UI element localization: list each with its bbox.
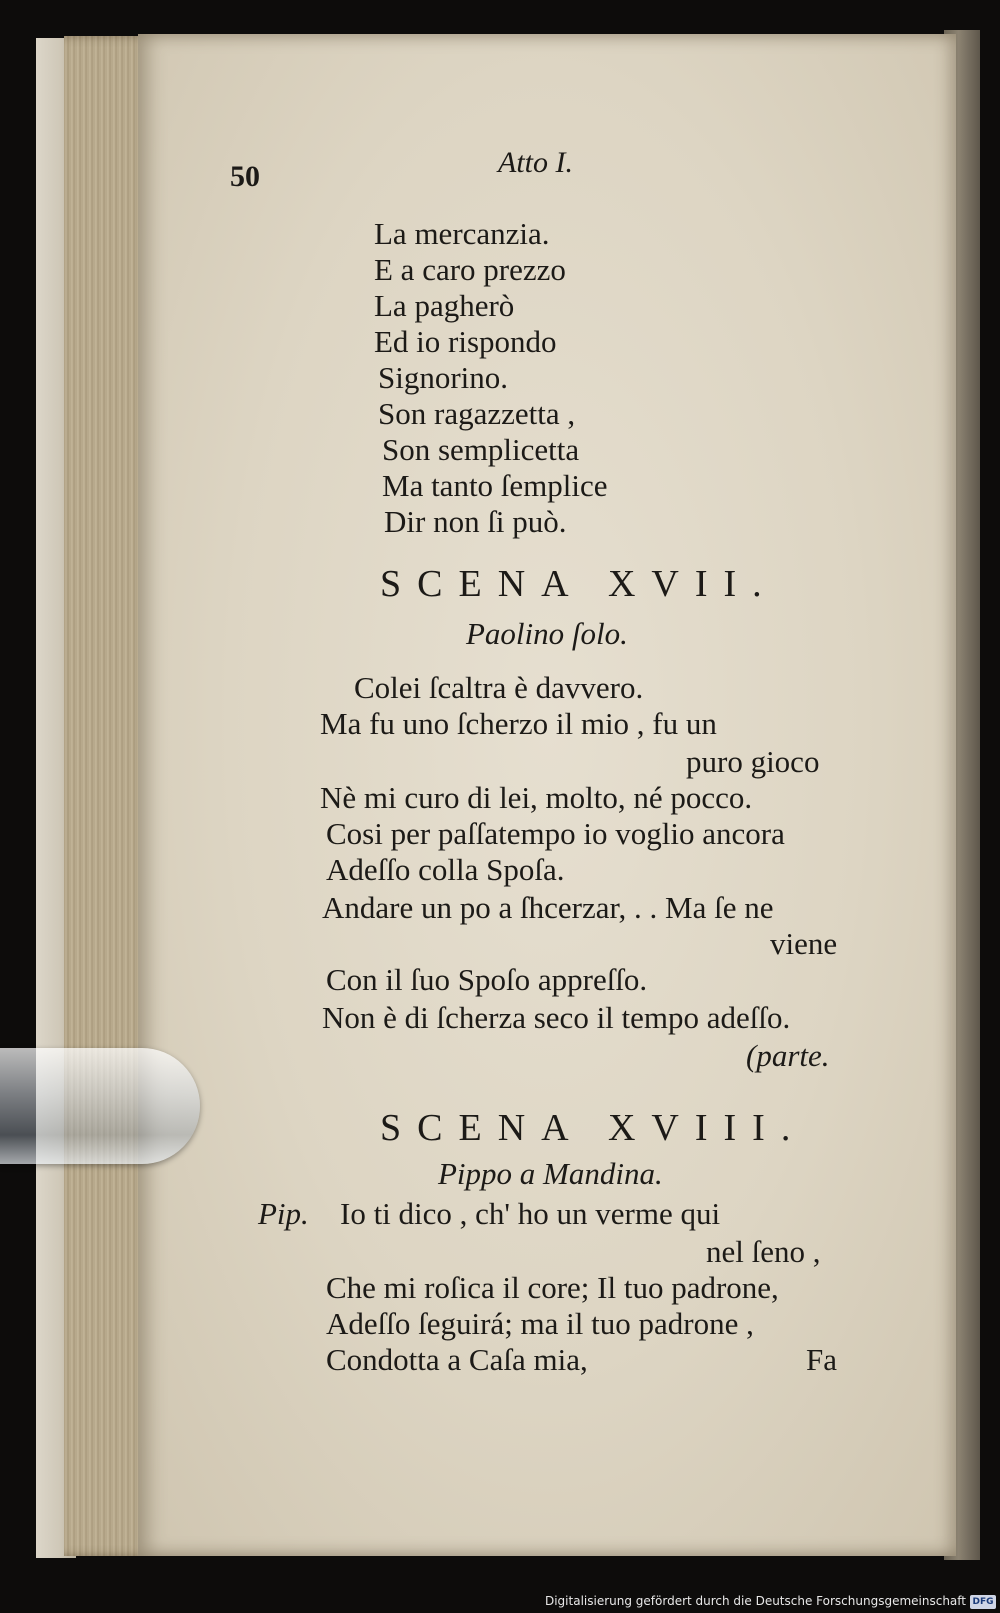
verse-line: Ma fu uno ſcherzo il mio , fu un <box>320 706 717 741</box>
verse-line: Ma tanto ſemplice <box>382 468 608 503</box>
dfg-logo: DFG <box>970 1595 996 1609</box>
verse-line: Non è di ſcherza seco il tempo adeſſo. <box>322 1000 791 1035</box>
verse-line: Colei ſcaltra è davvero. <box>354 670 644 705</box>
verse-line: Signorino. <box>378 360 509 395</box>
stage-direction: (parte. <box>746 1038 830 1073</box>
verse-line: Con il ſuo Spoſo appreſſo. <box>326 962 648 997</box>
verse-line: nel ſeno , <box>706 1234 821 1269</box>
verse-line: Ed io rispondo <box>374 324 557 359</box>
verse-line: Condotta a Caſa mia, <box>326 1342 588 1377</box>
glass-page-weight <box>0 1048 200 1164</box>
running-head: Atto I. <box>498 146 573 179</box>
scene-subheading-xviii: Pippo a Mandina. <box>438 1156 663 1191</box>
verse-line: puro gioco <box>686 744 820 779</box>
digitization-credit: Digitalisierung gefördert durch die Deutsche Forschungsgemeinschaft <box>544 1594 966 1608</box>
verse-line: Adeſſo colla Spoſa. <box>326 852 565 887</box>
page-number: 50 <box>230 160 260 193</box>
scene-heading-xvii: SCENA XVII. <box>380 563 778 605</box>
scene-heading-xviii: SCENA XVIII. <box>380 1107 807 1149</box>
verse-line: Cosi per paſſatempo io voglio ancora <box>326 816 785 851</box>
verse-line: E a caro prezzo <box>374 252 566 287</box>
verse-line: Dir non ſi può. <box>384 504 567 539</box>
verse-line: viene <box>770 926 838 961</box>
verse-line: La pagherò <box>374 288 515 323</box>
verse-line: Io ti dico , ch' ho un verme qui <box>340 1196 721 1231</box>
verse-line: Andare un po a ſhcerzar, . . Ma ſe ne <box>322 890 774 925</box>
catchword: Fa <box>806 1342 837 1377</box>
verse-line: La mercanzia. <box>374 216 550 251</box>
verse-line: Nè mi curo di lei, molto, né pocco. <box>320 780 753 815</box>
verse-line: Adeſſo ſeguirá; ma il tuo padrone , <box>326 1306 754 1341</box>
verse-line: Son semplicetta <box>382 432 580 467</box>
verse-line: Che mi roſica il core; Il tuo padrone, <box>326 1270 779 1305</box>
speaker-label: Pip. <box>258 1196 309 1231</box>
scene-subheading-xvii: Paolino ſolo. <box>466 616 628 651</box>
verse-line: Son ragazzetta , <box>378 396 576 431</box>
